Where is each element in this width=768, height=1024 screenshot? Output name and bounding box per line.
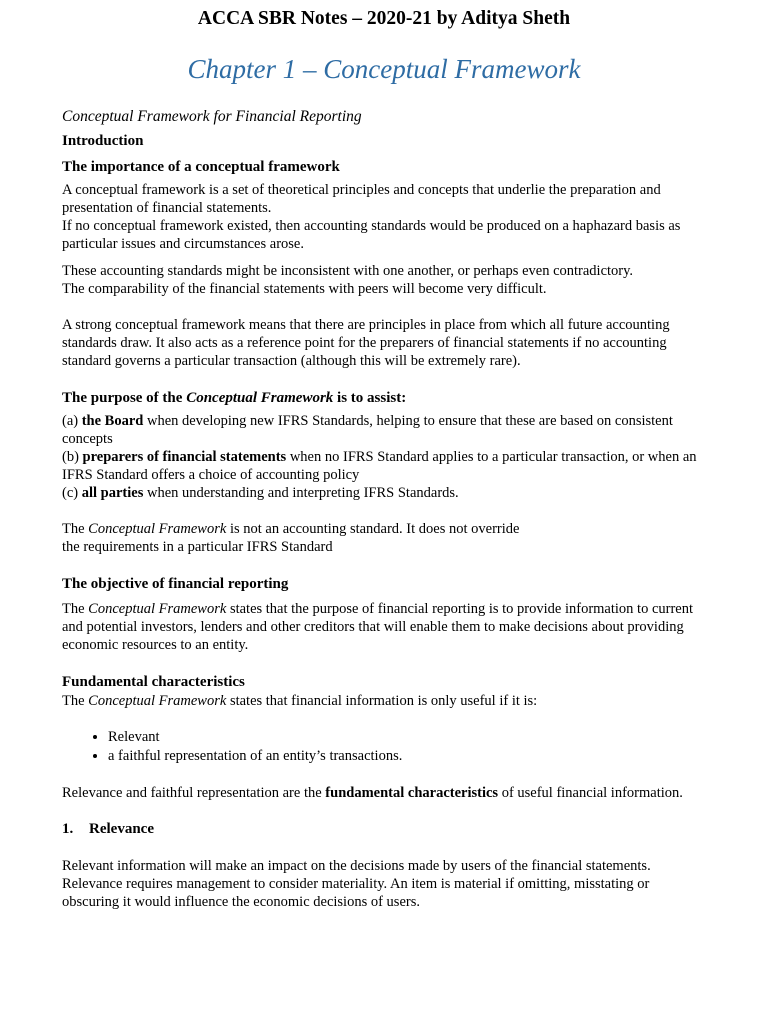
introduction-heading: Introduction (62, 133, 144, 149)
relevance-heading: 1. Relevance (62, 821, 154, 837)
fundamental-summary: Relevance and faithful representation are the fundamental characteristics of useful financial information. (62, 785, 683, 801)
chapter-title: Chapter 1 – Conceptual Framework (187, 54, 581, 84)
list-item: • a faithful representation of an entity’s transactions. (108, 747, 706, 766)
objective-paragraph: The Conceptual Framework states that the purpose of financial reporting is to provide information to current and potential investors, lenders and other creditors that will enable them to make decisions about providing economic resources to an entity. (62, 601, 694, 653)
relevance-paragraph: Relevant information will make an impact on the decisions made by users of the financial statements. Relevance requires management to consider materiality. An item is material if omitting, misstating or obscuring it would influence the economic decisions of users. (62, 858, 651, 910)
purpose-item-c: (c) all parties when understanding and interpreting IFRS Standards. (62, 485, 459, 501)
section-title: Conceptual Framework for Financial Reporting (62, 108, 362, 125)
fundamental-bullet-list (62, 728, 706, 766)
document-header: ACCA SBR Notes – 2020-21 by Aditya Sheth (197, 8, 571, 29)
objective-heading: The objective of financial reporting (62, 576, 289, 592)
fundamental-heading: Fundamental characteristics (62, 674, 245, 690)
importance-heading: The importance of a conceptual framework (62, 159, 340, 175)
importance-paragraph-2: These accounting standards might be inconsistent with one another, or perhaps even contradictory. The comparability of the financial statements with peers will become very difficult. (62, 263, 634, 297)
purpose-item-a: (a) the Board when developing new IFRS Standards, helping to ensure that these are based on consistent concepts (62, 413, 673, 447)
importance-paragraph-1: A conceptual framework is a set of theoretical principles and concepts that underlie the preparation and presentation of financial statements. If no conceptual framework existed, then accounting standards would be produced on a haphazard basis as particular issues and circumstances arose. (62, 182, 681, 252)
fundamental-paragraph: The Conceptual Framework states that financial information is only useful if it is: (62, 693, 538, 709)
purpose-item-b: (b) preparers of financial statements when no IFRS Standard applies to a particular transaction, or when an IFRS Standard offers a choice of accounting policy (62, 449, 697, 483)
list-item: • Relevant (108, 728, 706, 747)
purpose-heading: The purpose of the Conceptual Framework is to assist: (62, 390, 407, 406)
purpose-note: The Conceptual Framework is not an accounting standard. It does not override the requirements in a particular IFRS Standard (62, 521, 520, 555)
importance-paragraph-3: A strong conceptual framework means that there are principles in place from which all future accounting standards draw. It also acts as a reference point for the preparers of financial statements if no accounting standard governs a particular transaction (although this will be extremely rare). (62, 317, 670, 369)
purpose-list (62, 412, 706, 502)
